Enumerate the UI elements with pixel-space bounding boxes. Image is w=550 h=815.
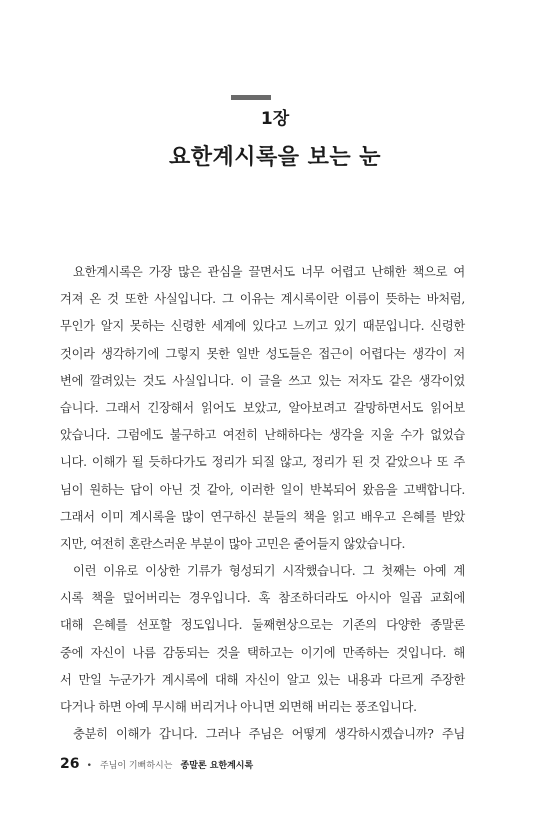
text-line: 서 만일 누군가가 계시록에 대해 자신이 알고 있는 내용과 다르게 주장한 <box>60 672 465 687</box>
bullet-separator: • <box>86 761 92 771</box>
text-line: 대해 은혜를 선포할 정도입니다. 둘째현상으로는 기존의 다양한 종말론 <box>60 618 465 633</box>
book-title: 종말론 요한계시록 <box>180 761 254 771</box>
text-line: 시록 책을 덮어버리는 경우입니다. 혹 참조하더라도 아시아 일곱 교회에 <box>60 591 465 606</box>
text-line: 요한계시록은 가장 많은 관심을 끌면서도 너무 어렵고 난해한 책으로 여 <box>73 265 465 279</box>
text-line: 것이라 생각하기에 그렇지 못한 일반 성도들은 접근이 어렵다는 생각이 저 <box>60 346 465 361</box>
chapter-divider-bar <box>231 95 271 100</box>
text-line: 지만, 여전히 혼란스러운 부분이 많아 고민은 줄어들지 않았습니다. <box>60 536 406 551</box>
text-line: 이런 이유로 이상한 기류가 형성되기 시작했습니다. 그 첫째는 아예 계 <box>73 564 465 579</box>
text-line: 변에 깔려있는 것도 사실입니다. 이 글을 쓰고 있는 저자도 같은 생각이었 <box>60 373 465 388</box>
chapter-number: 1장 <box>260 109 290 129</box>
text-line: 습니다. 그래서 긴장해서 읽어도 보았고, 알아보려고 갈망하면서도 읽어보 <box>60 400 465 415</box>
chapter-title: 요한계시록을 보는 눈 <box>168 145 382 170</box>
text-line: 충분히 이해가 갑니다. 그러나 주님은 어떻게 생각하시겠습니까? 주님 <box>73 727 465 742</box>
text-line: 니다. 이해가 될 듯하다가도 정리가 되질 않고, 정리가 된 것 같았으나 또 주 <box>60 455 465 470</box>
text-line: 무인가 알지 못하는 신령한 세계에 있다고 느끼고 있기 때문입니다. 신령한 <box>60 319 465 334</box>
text-line: 다거나 하면 아예 무시해 버리거나 아니면 외면해 버리는 풍조입니다. <box>60 700 417 714</box>
body-text <box>60 259 465 748</box>
text-line: 그래서 이미 계시록을 많이 연구하신 분들의 책을 읽고 배우고 은혜를 받았 <box>60 509 465 524</box>
page-number: 26 <box>60 756 80 772</box>
text-line: 겨져 온 것 또한 사실입니다. 그 이유는 계시록이란 이름이 뜻하는 바처럼, <box>60 292 465 307</box>
series-title: 주님이 기뻐하시는 <box>99 761 173 771</box>
page-footer <box>60 753 253 772</box>
text-line: 중에 자신이 나름 감동되는 것을 택하고는 이기에 만족하는 것입니다. 해 <box>60 645 465 660</box>
text-line: 았습니다. 그럼에도 불구하고 여전히 난해하다는 생각을 지울 수가 없었습 <box>60 428 465 443</box>
text-line: 님이 원하는 답이 아닌 것 같아, 이러한 일이 반복되어 왔음을 고백합니다. <box>60 482 465 497</box>
